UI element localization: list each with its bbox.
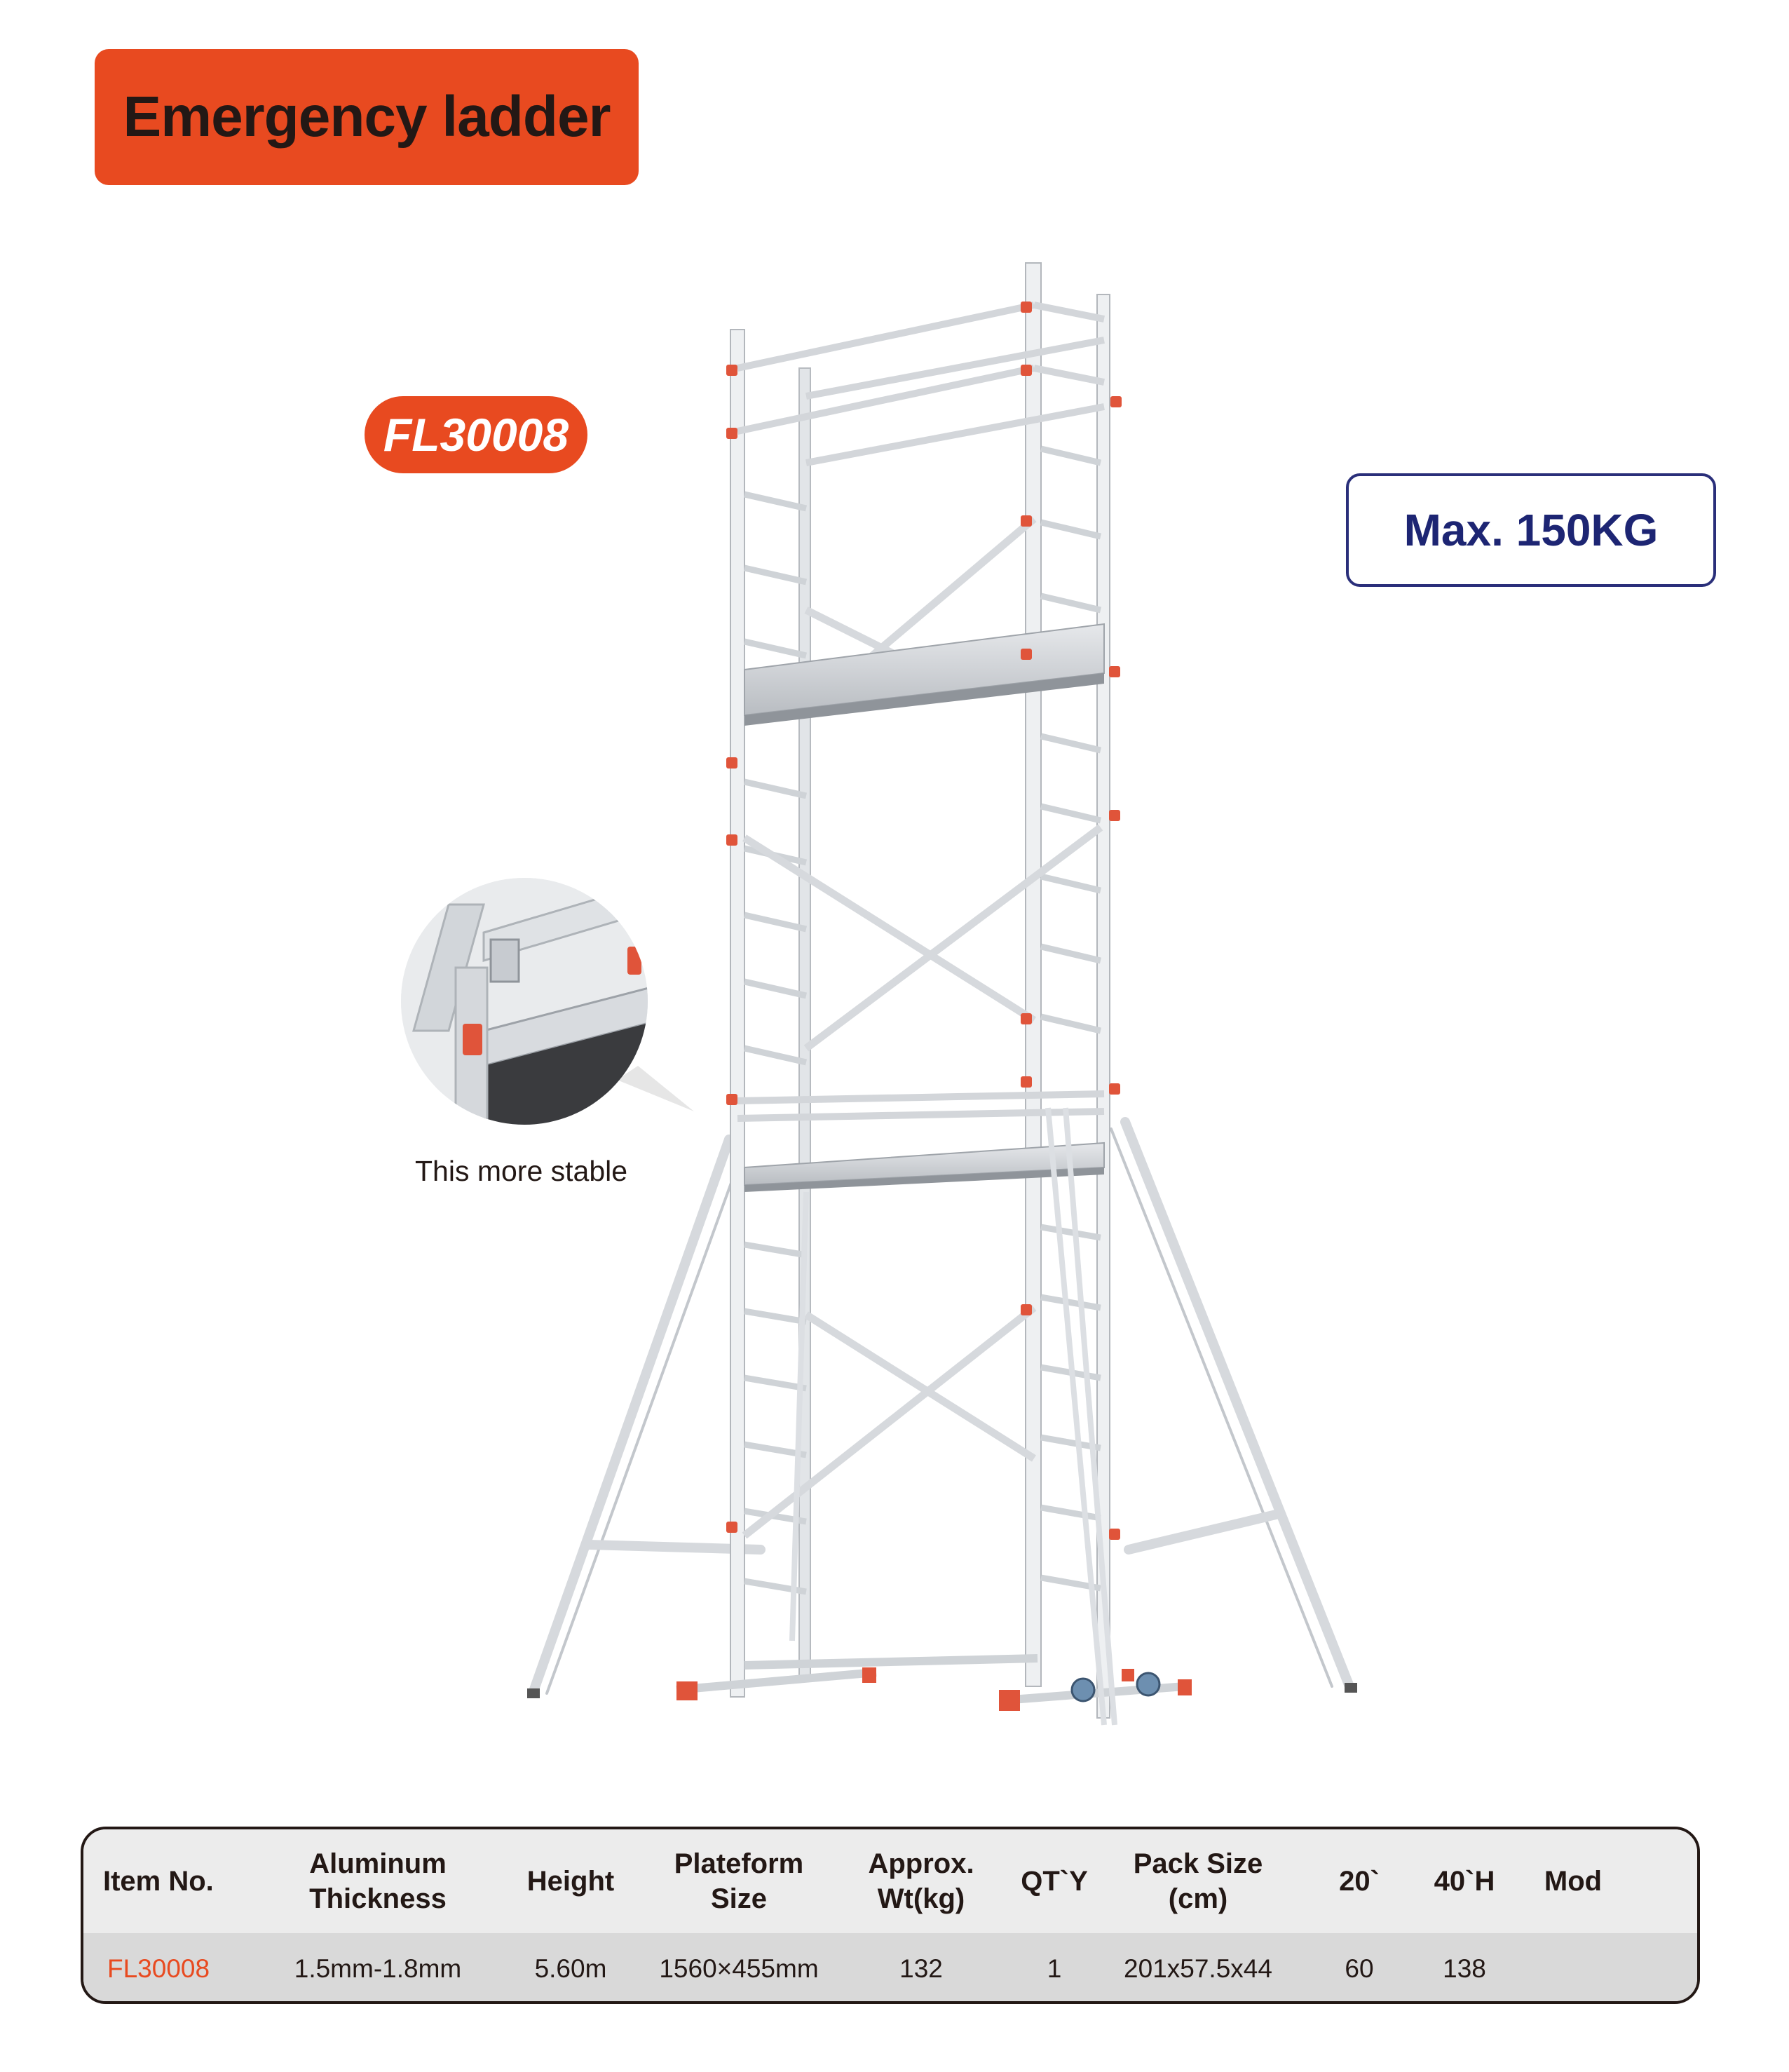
cell-approx-weight: 132 <box>899 1953 943 1983</box>
cell-platform-size: 1560×455mm <box>659 1953 819 1983</box>
header-height: Height <box>526 1866 615 1897</box>
model-label: FL30008 <box>383 409 569 461</box>
outrigger-foot-right <box>1345 1683 1357 1693</box>
detail-zoom <box>393 876 694 1150</box>
access-ladder <box>792 1108 1115 1725</box>
spec-table <box>81 1827 1700 2004</box>
header-mod: Mod <box>1544 1866 1603 1897</box>
header-20ft: 20` <box>1339 1866 1380 1897</box>
cell-aluminum-thickness: 1.5mm-1.8mm <box>294 1953 462 1983</box>
detail-caption: This more stable <box>415 1155 628 1187</box>
max-load-label: Max. 150KG <box>1403 505 1659 555</box>
header-qty: QT`Y <box>1021 1866 1088 1897</box>
outrigger-foot-left <box>527 1688 540 1698</box>
cell-mod <box>1528 1933 1619 2004</box>
upper-platform <box>744 624 1104 726</box>
header-40ft-hq: 40`H <box>1434 1866 1495 1897</box>
header-platform-size: Plateform Size <box>674 1848 804 1914</box>
header-approx-weight: Approx. Wt(kg) <box>868 1848 974 1914</box>
header-aluminum-thickness: Aluminum Thickness <box>309 1848 447 1914</box>
page-title: Emergency ladder <box>123 85 611 149</box>
cell-40ft-hq: 138 <box>1443 1953 1486 1983</box>
cell-item-no: FL30008 <box>107 1953 210 1983</box>
cell-pack-size: 201x57.5x44 <box>1124 1953 1272 1983</box>
castor-wheels <box>1072 1673 1159 1701</box>
table-header-row <box>83 1829 1697 1933</box>
rear-frame <box>799 294 1108 1679</box>
red-clips <box>676 302 1192 1711</box>
table-row <box>83 1933 1697 2004</box>
cell-qty: 1 <box>1047 1953 1062 1983</box>
header-item-no: Item No. <box>103 1866 214 1897</box>
header-pack-size: Pack Size (cm) <box>1133 1848 1263 1914</box>
cell-height: 5.60m <box>534 1953 607 1983</box>
outrigger-left <box>533 1139 761 1693</box>
outrigger-right <box>1111 1122 1349 1686</box>
cell-20ft: 60 <box>1345 1953 1374 1983</box>
